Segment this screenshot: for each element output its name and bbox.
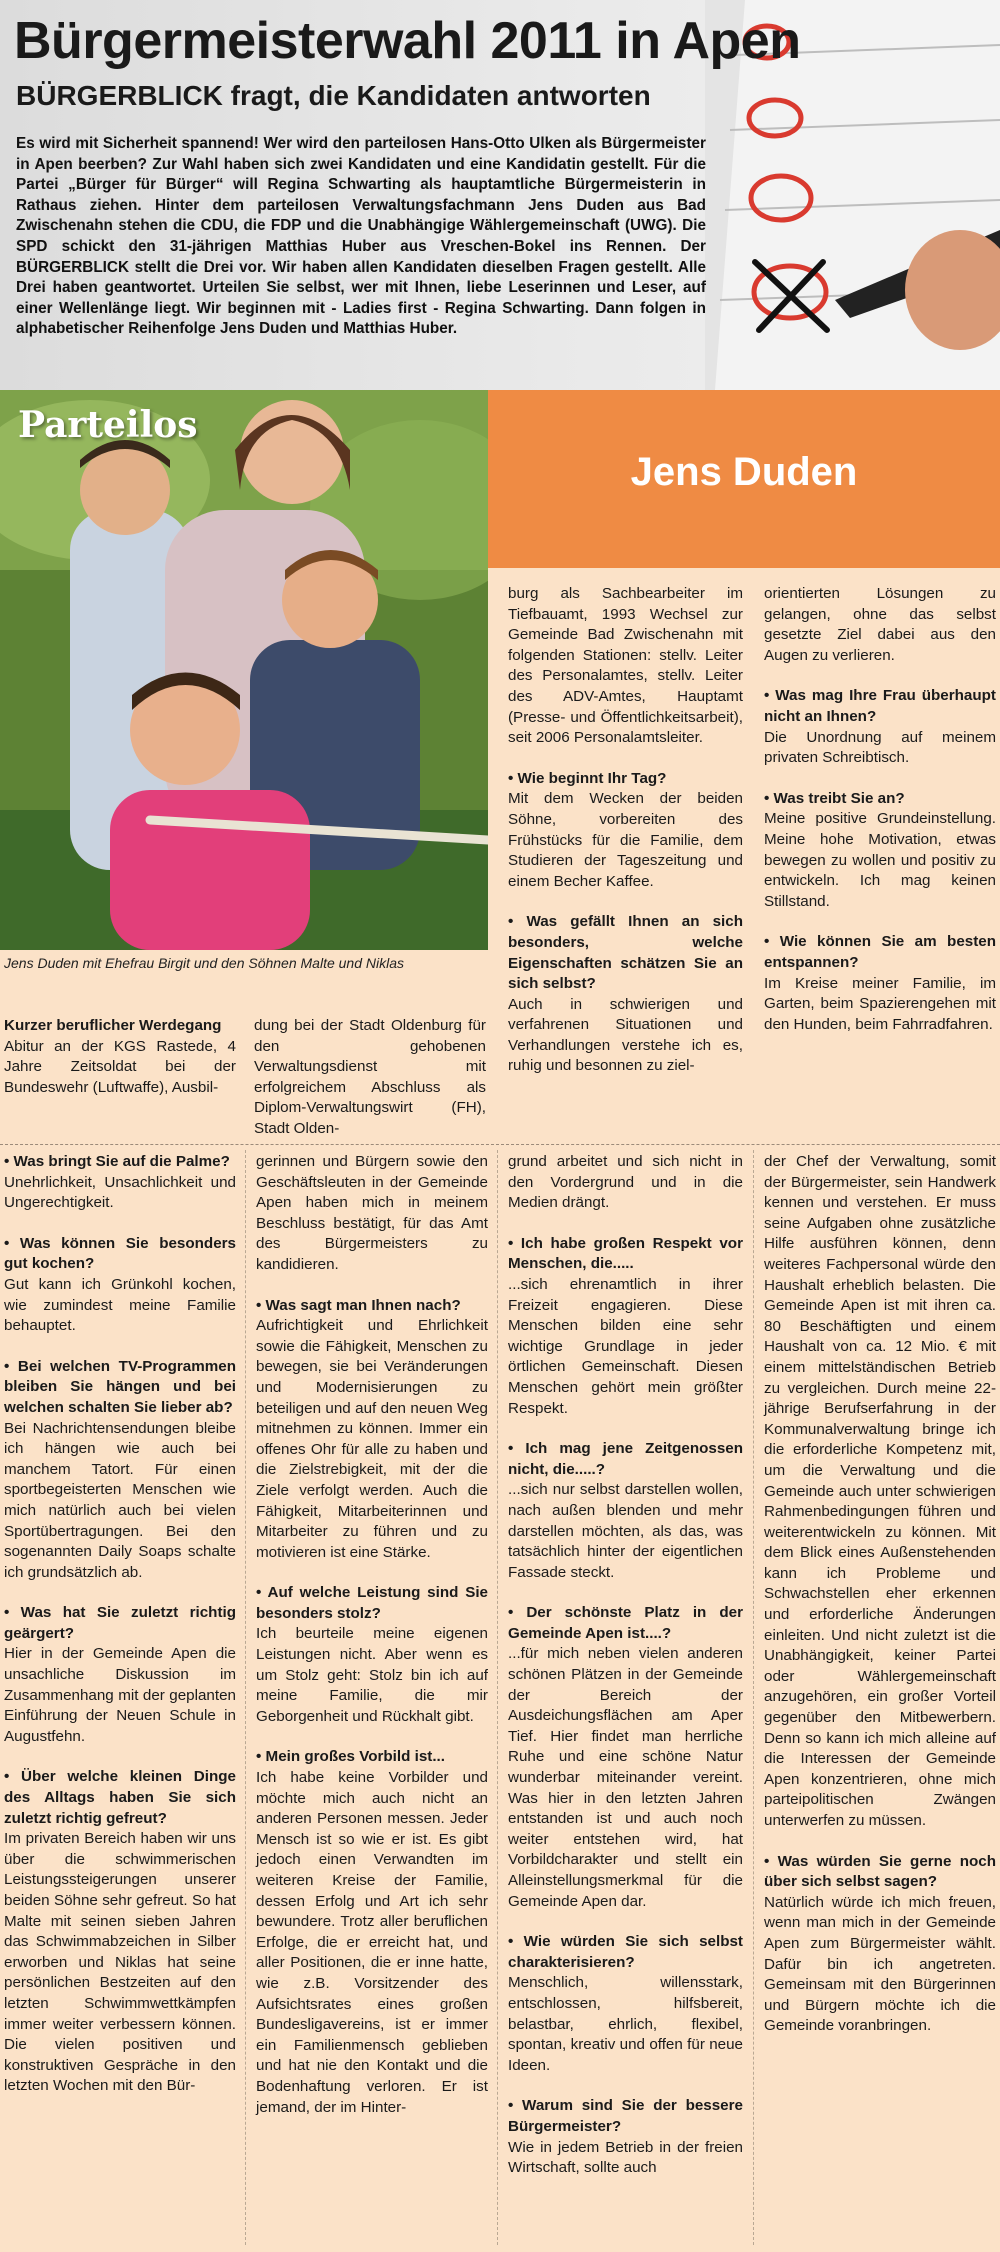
qa-block	[4, 1234, 236, 1337]
answer-text: Wie in jedem Betrieb in der freien Wirtschaft, sollte auch	[508, 2138, 743, 2177]
qa-block	[508, 1603, 743, 1912]
qa-block	[764, 932, 996, 1035]
answer-text: Hier in der Gemeinde Apen die unsachliche Diskussion im Zusammenhang mit der geplanten Einführung der Neuen Schule in Augustfehn.	[4, 1645, 236, 1745]
intro-paragraph: Es wird mit Sicherheit spannend! Wer wird den parteilosen Hans-Otto Ulken als Bürgermeister in Apen beerben? Zur Wahl haben sich zwei Kandidaten und eine Kandidatin gestellt. Für die Partei „Bürger für Bürger“ will Regina Schwarting als hauptamtliche Bürgermeisterin in Rathaus ziehen. Hinter dem parteilosen Verwaltungsfachmann Jens Duden aus Bad Zwischenahn stehen die CDU, die FDP und die Unabhängige Wählergemeinschaft (UWG). Die SPD schickt den 31-jährigen Matthias Huber aus Vreschen-Bokel ins Rennen. Der BÜRGERBLICK stellt die Drei vor. Wir haben allen Kandidaten dieselben Fragen gestellt. Alle Drei haben geantwortet. Urteilen Sie selbst, wer mit Ihnen, liebe Leserinnen und Leser, auf einer Wellenlänge liegt. Wir beginnen mit - Ladies first - Regina Schwarting. Dann folgen in alphabetischer Reihenfolge Jens Duden und Matthias Huber.	[16, 135, 706, 338]
qa-block	[508, 2096, 743, 2178]
qa-block	[508, 1932, 743, 2076]
question-text: • Bei welchen TV-Programmen bleiben Sie hängen und bei welchen schalten Sie lieber ab?	[4, 1357, 236, 1416]
party-label: Parteilos	[18, 404, 198, 446]
lower-column-3	[508, 1152, 743, 2179]
answer-text: Ich beurteile meine eigenen Leistungen nicht. Aber wenn es um Stolz geht: Stolz bin ich auf meine Familie, die mir Geborgenheit und Rückhalt gibt.	[256, 1625, 488, 1725]
upper-column-4	[764, 584, 996, 1035]
answer-text: Meine positive Grundeinstellung. Meine hohe Motivation, etwas bewegen zu wollen und positiv zu entwickeln. Ich mag keinen Stillstand.	[764, 810, 996, 910]
column-divider	[245, 1150, 247, 2245]
answer-text: Natürlich würde ich mich freuen, wenn man mich in der Gemeinde Apen zum Bürgermeister wählt. Dafür bin ich angetreten. Gemeinsam mit den Bürgerinnen und Bürgern möchte ich die Gemeinde voranbringen.	[764, 1893, 996, 2035]
qa-block	[508, 1152, 743, 1214]
qa-block	[764, 1152, 996, 1832]
photo-caption: Jens Duden mit Ehefrau Birgit und den Söhnen Malte und Niklas	[4, 955, 405, 971]
answer-text: ...sich ehrenamtlich in ihrer Freizeit engagieren. Diese Menschen bilden eine sehr wichtige Grundlage in jeder örtlichen Gemeinschaft. Diesen Menschen gehört mein größter Respekt.	[508, 1275, 743, 1417]
qa-block	[256, 1583, 488, 1727]
answer-text: Bei Nachrichtensendungen bleibe ich hängen wie auch bei manchem Tatort. Für einen sportbegeisterten Menschen wie mich natürlich auch bei vielen Sportübertragungen. Bei den sogenannten Daily Soaps schalte ich grundsätzlich ab.	[4, 1419, 236, 1581]
qa-block	[764, 1852, 996, 2037]
candidate-name-banner	[488, 390, 1000, 568]
answer-text: Im Kreise meiner Familie, im Garten, beim Spazierengehen mit den Hunden, beim Fahrradfahren.	[764, 974, 996, 1033]
answer-text: Die Unordnung auf meinem privaten Schreibtisch.	[764, 728, 996, 767]
question-text: Kurzer beruflicher Werdegang	[4, 1017, 222, 1034]
question-text: • Was können Sie besonders gut kochen?	[4, 1234, 236, 1273]
column-divider	[497, 1150, 499, 2245]
question-text: • Auf welche Leistung sind Sie besonders stolz?	[256, 1584, 488, 1622]
question-text: • Was mag Ihre Frau überhaupt nicht an Ihnen?	[764, 687, 996, 725]
qa-block	[256, 1296, 488, 1564]
qa-block	[764, 584, 996, 666]
question-text: • Ich habe großen Respekt vor Menschen, die.....	[508, 1234, 743, 1273]
lower-column-2	[256, 1152, 488, 2118]
answer-text: Unehrlichkeit, Unsachlichkeit und Ungerechtigkeit.	[4, 1173, 236, 1212]
qa-block	[256, 1152, 488, 1276]
question-text: • Was treibt Sie an?	[764, 789, 905, 807]
qa-block	[764, 789, 996, 913]
qa-block	[4, 1767, 236, 2097]
question-text: • Was würden Sie gerne noch über sich selbst sagen?	[764, 1852, 996, 1891]
qa-block	[508, 1439, 743, 1583]
column-divider	[753, 1150, 755, 2245]
answer-text: Auch in schwierigen und verfahrenen Situationen und Verhandlungen verstehe ich es, ruhig und besonnen zu ziel-	[508, 995, 743, 1075]
qa-block	[4, 1016, 236, 1098]
section-divider	[0, 1144, 1000, 1146]
upper-column-1	[4, 1016, 236, 1098]
article-header	[0, 0, 1000, 390]
qa-block	[764, 686, 996, 768]
question-text: • Was bringt Sie auf die Palme?	[4, 1153, 230, 1170]
qa-block	[256, 1747, 488, 2118]
qa-block	[4, 1152, 236, 1214]
page-subtitle: BÜRGERBLICK fragt, die Kandidaten antworten	[16, 80, 651, 111]
question-text: • Mein großes Vorbild ist...	[256, 1748, 445, 1766]
answer-text: Im privaten Bereich haben wir uns über die schwimmerischen Leistungssteigerungen unserer beiden Söhne sehr gefreut. So hat Malte mit seinen sieben Jahren das Schwimmabzeichen in Silber erworben und Niklas hat seine persönlichen Bestzeiten auf den letzten Schwimmwettkämpfen immer weiter verbessern können. Die vielen positiven und konstruktiven Gespräche in den letzten Wochen mit den Bür-	[4, 1830, 236, 2095]
answer-text: Mit dem Wecken der beiden Söhne, vorbereiten des Frühstücks für die Familie, dem Studieren der Tageszeitung und einem Becher Kaffee.	[508, 790, 743, 890]
qa-block	[4, 1357, 236, 1584]
answer-text: ...sich nur selbst darstellen wollen, nach außen blenden und mehr darstellen möchten, als das, was tatsächlich hinter der eigentlichen Fassade steckt.	[508, 1481, 743, 1581]
answer-text: gerinnen und Bürgern sowie den Geschäftsleuten in der Gemeinde Apen haben mich in meinem Beschluss bestätigt, für das Amt des Bürgermeisters zu kandidieren.	[256, 1153, 488, 1273]
answer-text: grund arbeitet und sich nicht in den Vordergrund und in die Medien drängt.	[508, 1153, 743, 1212]
answer-text: Gut kann ich Grünkohl kochen, wie zumindest meine Familie behauptet.	[4, 1275, 236, 1335]
answer-text: Abitur an der KGS Rastede, 4 Jahre Zeitsoldat bei der Bundeswehr (Luftwaffe), Ausbil-	[4, 1037, 236, 1096]
qa-block	[254, 1016, 486, 1140]
upper-column-3	[508, 584, 743, 1077]
question-text: • Warum sind Sie der bessere Bürgermeister?	[508, 2097, 743, 2135]
lower-column-4	[764, 1152, 996, 2037]
family-photo	[0, 390, 488, 950]
question-text: • Was hat Sie zuletzt richtig geärgert?	[4, 1604, 236, 1642]
question-text: • Was sagt man Ihnen nach?	[256, 1296, 461, 1314]
page-title: Bürgermeisterwahl 2011 in Apen	[14, 12, 801, 70]
qa-block	[4, 1603, 236, 1747]
lower-column-1	[4, 1152, 236, 2097]
answer-text: orientierten Lösungen zu gelangen, ohne das selbst gesetzte Ziel dabei aus den Augen zu verlieren.	[764, 585, 996, 664]
question-text: • Wie können Sie am besten entspannen?	[764, 933, 996, 971]
upper-column-2	[254, 1016, 486, 1140]
question-text: • Über welche kleinen Dinge des Alltags haben Sie sich zuletzt richtig gefreut?	[4, 1768, 236, 1827]
question-text: • Der schönste Platz in der Gemeinde Apen ist....?	[508, 1604, 743, 1642]
qa-block	[508, 769, 743, 893]
candidate-name: Jens Duden	[630, 450, 858, 494]
answer-text: der Chef der Verwaltung, somit der Bürgermeister, sein Handwerk kennen und verstehen. Er muss seine Aufgaben ohne zusätzliche Hilfe ausführen können, denn weiteres Fachpersonal würde den Haushalt erheblich belasten. Die Gemeinde Apen ist mit ihren ca. 80 Beschäftigten und einem Haushalt von ca. 12 Mio. € mit einem mittelständischen Betrieb zu vergleichen. Durch meine 22-jährige Berufserfahrung in der Kommunalverwaltung bringe ich die erforderliche Kompetenz mit, um die Verwaltung und die Gemeinde auch unter schwierigen Rahmenbedingungen führen und weiterentwickeln zu können. Mit dem Blick eines Außenstehenden kann ich Probleme und Schwachstellen eher erkennen und erforderliche Änderungen einleiten. Und nicht zuletzt ist die Unabhängigkeit, keiner Partei oder Wählergemeinschaft anzugehören, ein großer Vorteil gegenüber den Mitbewerbern. Denn so kann ich mich alleine auf die Interessen der Gemeinde Apen konzentrieren, ohne mich parteipolitischen Zwängen unterwerfen zu müssen.	[764, 1153, 996, 1829]
question-text: • Wie würden Sie sich selbst charakterisieren?	[508, 1933, 743, 1971]
answer-text: Ich habe keine Vorbilder und möchte mich auch nicht an anderen Personen messen. Jeder Mensch ist so wie er ist. Es gibt jedoch einen Verwandten im weiteren Kreise der Familie, dessen Erfolg und Art ich sehr bewundere. Trotz aller beruflichen Erfolge, die er erreicht hat, und aller Positionen, die er inne hatte, wie z.B. Vorsitzender des Aufsichtsrates eines großen Bundesligavereins, ist er immer ein Familienmensch geblieben und hat nie den Kontakt und die Bodenhaftung verloren. Er ist jemand, der im Hinter-	[256, 1769, 488, 2116]
answer-text: ...für mich neben vielen anderen schönen Plätzen in der Gemeinde der Bereich der Ausdeichungsflächen am Aper Tief. Hier findet man herrliche Ruhe und eine schöne Natur wunderbar miteinander vereint. Was hier in den letzten Jahren entstanden ist und auch noch weiter entstehen wird, hat Vorbildcharakter und stellt ein Alleinstellungsmerkmal für die Gemeinde Apen dar.	[508, 1645, 743, 1910]
question-text: • Ich mag jene Zeitgenossen nicht, die.....?	[508, 1440, 743, 1478]
question-text: • Was gefällt Ihnen an sich besonders, welche Eigenschaften schätzen Sie an sich selbst?	[508, 913, 743, 993]
answer-text: burg als Sachbearbeiter im Tiefbauamt, 1993 Wechsel zur Gemeinde Bad Zwischenahn mit folgenden Stationen: stellv. Leiter des Personalamtes, stellv. Leiter des ADV-Amtes, Hauptamt (Presse- und Öffentlichkeitsarbeit), seit 2006 Personalamtsleiter.	[508, 585, 743, 747]
answer-text: Aufrichtigkeit und Ehrlichkeit sowie die Fähigkeit, Menschen zu bewegen, sie bei Veränderungen und Modernisierungen zu beteiligen und auf den neuen Weg mitnehmen zu können. Immer ein offenes Ohr für alle zu haben und die Zielstrebigkeit, mit der die Ziele verfolgt werden. Auch die Fähigkeit, Mitarbeiterinnen und Mitarbeiter zu führen und zu motivieren ist eine Stärke.	[256, 1317, 488, 1561]
answer-text: Menschlich, willensstark, entschlossen, hilfsbereit, belastbar, ehrlich, flexibel, spontan, kreativ und offen für neue Ideen.	[508, 1974, 743, 2074]
qa-block	[508, 1234, 743, 1419]
qa-block	[508, 912, 743, 1077]
qa-block	[508, 584, 743, 749]
answer-text: dung bei der Stadt Oldenburg für den gehobenen Verwaltungsdienst mit erfolgreichem Abschluss als Diplom-Verwaltungswirt (FH), Stadt Olden-	[254, 1017, 486, 1137]
question-text: • Wie beginnt Ihr Tag?	[508, 769, 667, 787]
